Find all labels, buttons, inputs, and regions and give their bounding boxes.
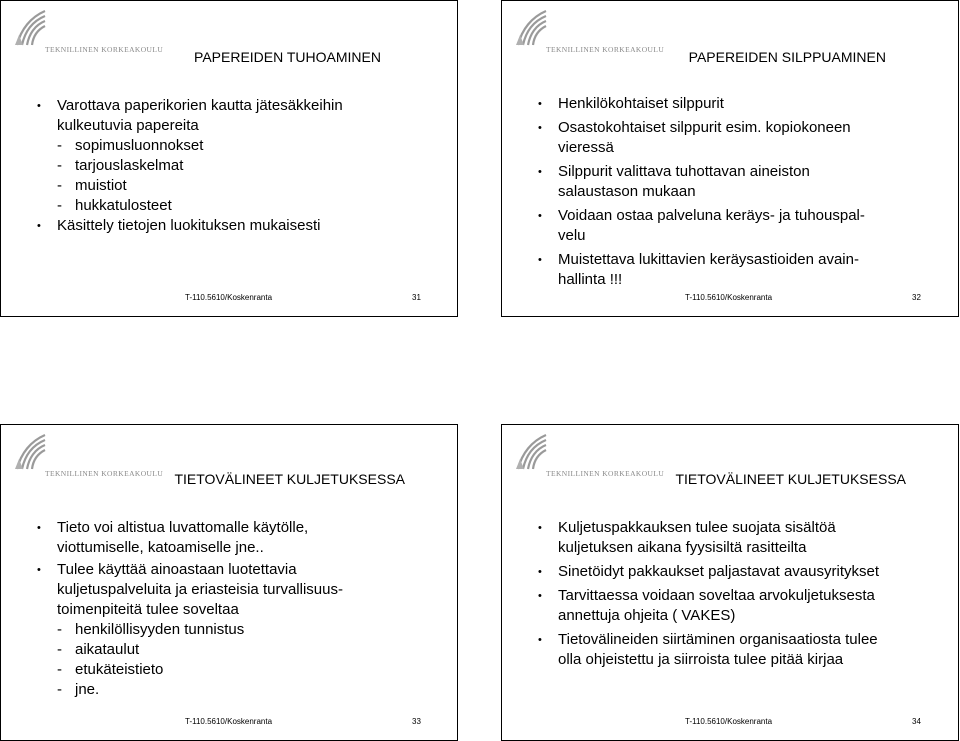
university-logo (510, 7, 665, 55)
bullet-icon: • (538, 122, 542, 134)
sub-item-text: muistiot (75, 177, 127, 194)
bullet-text: olla ohjeistettu ja siirroista tulee pitää kirjaa (558, 651, 844, 668)
dash-marker: - (57, 197, 62, 214)
slide-body (37, 518, 437, 700)
bullet-item (37, 560, 437, 580)
bullet-icon: • (37, 564, 41, 576)
bullet-text: kuljetuspalveluita ja eriasteisia turvallisuus- (57, 581, 343, 598)
bullet-icon: • (538, 590, 542, 602)
bullet-item (538, 630, 948, 670)
bullet-item (538, 118, 938, 158)
logo-swoosh-icon (13, 433, 47, 471)
bullet-continuation (37, 116, 437, 136)
slide-title: PAPEREIDEN SILPPUAMINEN (688, 49, 886, 65)
bullet-item (538, 162, 938, 202)
slide-body (37, 96, 437, 236)
bullet-text: Henkilökohtaiset silppurit (558, 95, 724, 112)
bullet-item (538, 250, 938, 290)
bullet-text: Tieto voi altistua luvattomalle käytölle, (57, 519, 309, 536)
slide-34 (501, 424, 959, 741)
bullet-text: Tulee käyttää ainoastaan luotettavia (57, 561, 297, 578)
bullet-icon: • (37, 220, 41, 232)
logo-text: TEKNILLINEN KORKEAKOULU (45, 45, 164, 54)
dash-marker: - (57, 641, 62, 658)
bullet-icon: • (538, 634, 542, 646)
bullet-text: Osastokohtaiset silppurit esim. kopiokoneen (558, 119, 851, 136)
bullet-continuation (37, 538, 437, 558)
logo-swoosh-icon (514, 9, 548, 47)
bullet-text: Tietovälineiden siirtäminen organisaatiosta tulee (558, 631, 878, 648)
bullet-text: Sinetöidyt pakkaukset paljastavat avausyritykset (558, 563, 879, 580)
bullet-icon: • (538, 566, 542, 578)
dash-marker: - (57, 177, 62, 194)
bullet-text: Tarvittaessa voidaan soveltaa arvokuljetuksesta (558, 587, 875, 604)
bullet-text: Kuljetuspakkauksen tulee suojata sisältöä (558, 519, 836, 536)
bullet-item (37, 216, 437, 236)
dash-marker: - (57, 157, 62, 174)
page-number: 32 (912, 293, 921, 302)
bullet-item (538, 94, 938, 114)
page-number: 33 (412, 717, 421, 726)
dash-marker: - (57, 137, 62, 154)
bullet-text: kuljetuksen aikana fyysisiltä rasitteilta (558, 539, 807, 556)
sub-item-text: tarjouslaskelmat (75, 157, 184, 174)
bullet-text: salaustason mukaan (558, 183, 696, 200)
sub-item (37, 176, 437, 196)
slide-title: TIETOVÄLINEET KULJETUKSESSA (174, 471, 405, 487)
sub-item (37, 620, 437, 640)
sub-item (37, 660, 437, 680)
bullet-text: Varottava paperikorien kautta jätesäkkeihin (57, 97, 343, 114)
bullet-icon: • (37, 522, 41, 534)
sub-item (37, 196, 437, 216)
bullet-icon: • (538, 98, 542, 110)
dash-marker: - (57, 621, 62, 638)
bullet-text: hallinta !!! (558, 271, 623, 288)
slide-title: PAPEREIDEN TUHOAMINEN (194, 49, 381, 65)
slide-body (538, 94, 938, 294)
footer-course: T-110.5610/Koskenranta (185, 717, 273, 726)
bullet-text: Voidaan ostaa palveluna keräys- ja tuhouspal- (558, 207, 865, 224)
bullet-text: toimenpiteitä tulee soveltaa (57, 601, 239, 618)
logo-text: TEKNILLINEN KORKEAKOULU (546, 45, 665, 54)
sub-item (37, 680, 437, 700)
sub-item-text: etukäteistieto (75, 661, 164, 678)
bullet-item (37, 518, 437, 538)
slide-31 (0, 0, 458, 317)
bullet-text: velu (558, 227, 586, 244)
slide-33 (0, 424, 458, 741)
logo-text: TEKNILLINEN KORKEAKOULU (546, 469, 665, 478)
logo-text: TEKNILLINEN KORKEAKOULU (45, 469, 164, 478)
bullet-icon: • (538, 166, 542, 178)
sub-item (37, 136, 437, 156)
bullet-text: Käsittely tietojen luokituksen mukaisesti (57, 217, 321, 234)
slide-body (538, 518, 948, 674)
bullet-item (538, 518, 948, 558)
footer-course: T-110.5610/Koskenranta (185, 293, 273, 302)
bullet-text: Silppurit valittava tuhottavan aineiston (558, 163, 810, 180)
university-logo (9, 7, 164, 55)
university-logo (510, 431, 665, 479)
sub-item (37, 156, 437, 176)
sub-item-text: hukkatulosteet (75, 197, 172, 214)
slide-32 (501, 0, 959, 317)
footer-course: T-110.5610/Koskenranta (685, 717, 773, 726)
bullet-icon: • (538, 522, 542, 534)
bullet-text: vieressä (558, 139, 614, 156)
page-number: 34 (912, 717, 921, 726)
bullet-text: annettuja ohjeita ( VAKES) (558, 607, 736, 624)
bullet-continuation (37, 600, 437, 620)
sub-item-text: henkilöllisyyden tunnistus (75, 621, 245, 638)
bullet-continuation (37, 580, 437, 600)
logo-swoosh-icon (514, 433, 548, 471)
sub-item (37, 640, 437, 660)
bullet-item (538, 586, 948, 626)
logo-swoosh-icon (13, 9, 47, 47)
sub-item-text: jne. (75, 681, 100, 698)
page-number: 31 (412, 293, 421, 302)
bullet-text: viottumiselle, katoamiselle jne.. (57, 539, 264, 556)
bullet-text: Muistettava lukittavien keräysastioiden avain- (558, 251, 859, 268)
bullet-icon: • (538, 254, 542, 266)
bullet-item (37, 96, 437, 116)
slide-title: TIETOVÄLINEET KULJETUKSESSA (675, 471, 906, 487)
bullet-icon: • (538, 210, 542, 222)
university-logo (9, 431, 164, 479)
sub-item-text: aikataulut (75, 641, 140, 658)
bullet-item (538, 562, 948, 582)
sub-item-text: sopimusluonnokset (75, 137, 204, 154)
bullet-icon: • (37, 100, 41, 112)
bullet-item (538, 206, 938, 246)
footer-course: T-110.5610/Koskenranta (685, 293, 773, 302)
bullet-text: kulkeutuvia papereita (57, 117, 199, 134)
dash-marker: - (57, 681, 62, 698)
dash-marker: - (57, 661, 62, 678)
